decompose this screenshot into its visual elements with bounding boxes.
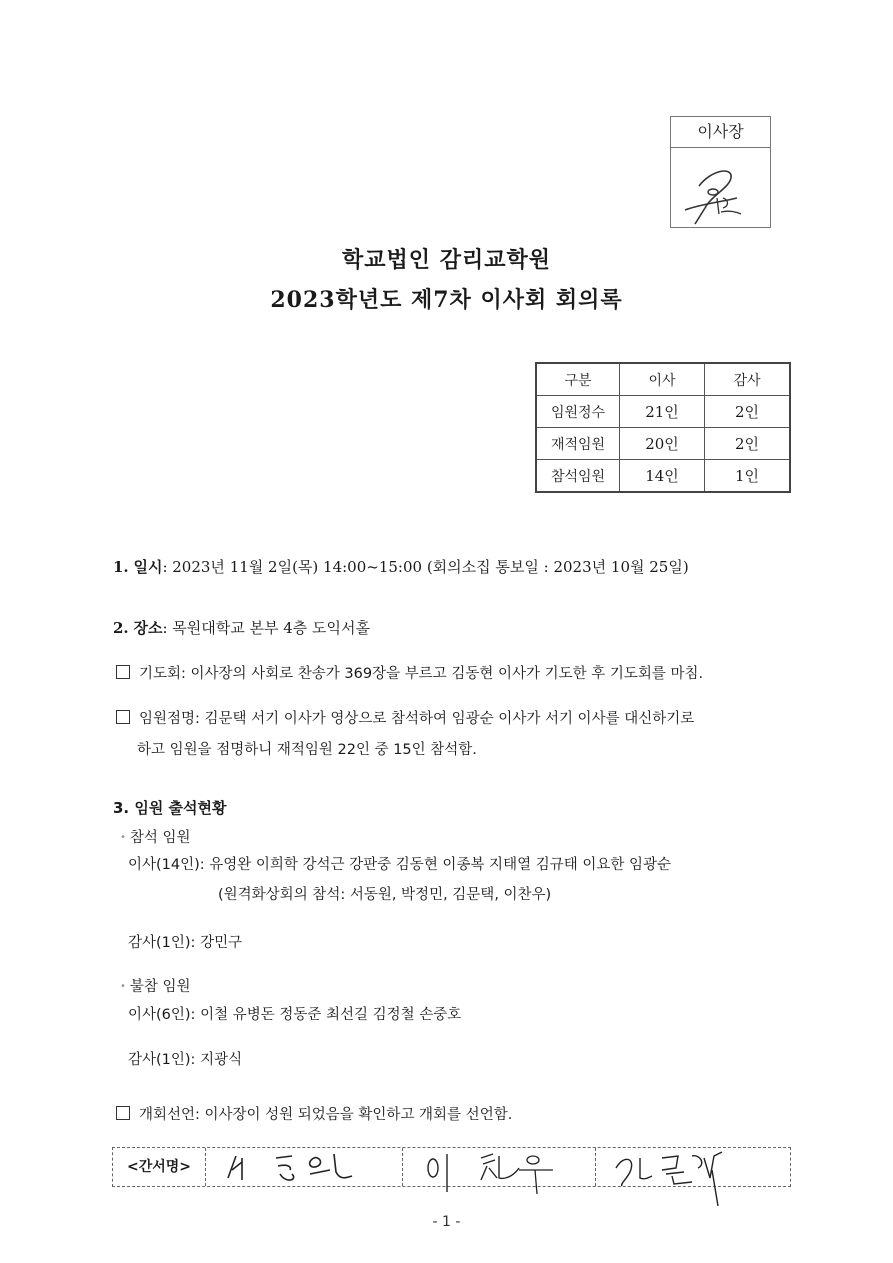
present-auditors-label: 감사(1인): (128, 935, 196, 951)
section-date-text: : 2023년 11월 2일(목) 14:00~15:00 (회의소집 통보일 : 2023년 10월 25일) (162, 558, 689, 576)
bullet-icon: • (120, 832, 126, 843)
signature-seo-dongwon (206, 1148, 403, 1186)
bullet-icon: • (120, 981, 126, 992)
approval-box (670, 116, 771, 228)
signature-icon (206, 1148, 402, 1188)
section-attendance-title: 3. 임원 출석현황 (113, 799, 227, 817)
section-place-text: : 목원대학교 본부 4층 도익서홀 (162, 619, 370, 637)
absent-auditors (128, 1048, 242, 1069)
rollcall-item (116, 707, 694, 728)
present-heading: • 참석 임원 (120, 830, 191, 846)
table-cell: 20인 (620, 428, 705, 460)
table-cell: 재적임원 (536, 428, 620, 460)
present-directors (128, 853, 671, 874)
document-title-meeting: 2023학년도 제7차 이사회 회의록 (270, 287, 623, 313)
remote-attendees: (원격화상회의 참석: 서동원, 박정민, 김문택, 이찬우) (218, 887, 552, 903)
table-cell: 1인 (705, 460, 791, 493)
absent-directors (128, 1003, 461, 1024)
absent-auditors-label: 감사(1인): (128, 1052, 196, 1068)
checkbox-icon (116, 665, 130, 679)
table-header-row (536, 363, 790, 396)
signature-icon (596, 1148, 790, 1208)
table-cell: 2인 (705, 428, 791, 460)
absent-heading: • 불참 임원 (120, 979, 191, 995)
chairman-signature (671, 148, 770, 228)
checkbox-icon (116, 710, 130, 724)
rollcall-text-line2: 하고 임원을 점명하니 재적임원 22인 중 15인 참석함. (137, 742, 477, 758)
table-cell: 임원정수 (536, 396, 620, 428)
table-cell: 2인 (705, 396, 791, 428)
table-header: 구분 (536, 363, 620, 396)
table-row (536, 428, 790, 460)
section-label: 장소 (133, 619, 163, 637)
approval-label: 이사장 (671, 117, 770, 148)
present-auditors-names: 강민구 (200, 935, 243, 951)
member-count-table (535, 362, 791, 493)
absent-directors-names: 이철 유병돈 정동준 최선길 김정철 손중호 (200, 1007, 462, 1023)
signature-icon (671, 148, 770, 228)
rollcall-text-line1: 임원점명: 김문택 서기 이사가 영상으로 참석하여 임광순 이사가 서기 이사를 대신하기로 (139, 711, 695, 727)
present-auditors (128, 931, 242, 952)
present-directors-names: 유영완 이희학 강석근 강판중 김동현 이종복 지태열 김규태 이요한 임광순 (209, 857, 671, 873)
table-header: 감사 (705, 363, 791, 396)
absent-directors-label: 이사(6인): (128, 1007, 196, 1023)
section-number: 2. (113, 619, 129, 637)
section-date (113, 556, 689, 577)
prayer-text: 기도회: 이사장의 사회로 찬송가 369장을 부르고 김동현 이사가 기도한 후 기도회를 마침. (139, 666, 704, 682)
signature-bar (112, 1147, 791, 1187)
absent-auditors-names: 지광식 (200, 1052, 243, 1068)
present-directors-label: 이사(14인): (128, 857, 205, 873)
opening-item (116, 1103, 512, 1124)
table-cell: 14인 (620, 460, 705, 493)
section-label: 일시 (133, 558, 163, 576)
table-row (536, 460, 790, 493)
signature-icon (403, 1148, 595, 1198)
opening-text: 개회선언: 이사장이 성원 되었음을 확인하고 개회를 선언함. (139, 1107, 513, 1123)
page-number: - 1 - (432, 1214, 461, 1230)
signature-kim-moontaek (596, 1148, 790, 1186)
document-title-org: 학교법인 감리교학원 (342, 247, 551, 273)
section-number: 1. (113, 558, 129, 576)
table-cell: 21인 (620, 396, 705, 428)
table-header: 이사 (620, 363, 705, 396)
signature-lee-chanwoo (403, 1148, 596, 1186)
prayer-item (116, 662, 703, 683)
signature-label: <간서명> (113, 1148, 206, 1186)
section-place (113, 617, 370, 638)
table-row (536, 396, 790, 428)
checkbox-icon (116, 1106, 130, 1120)
table-cell: 참석임원 (536, 460, 620, 493)
